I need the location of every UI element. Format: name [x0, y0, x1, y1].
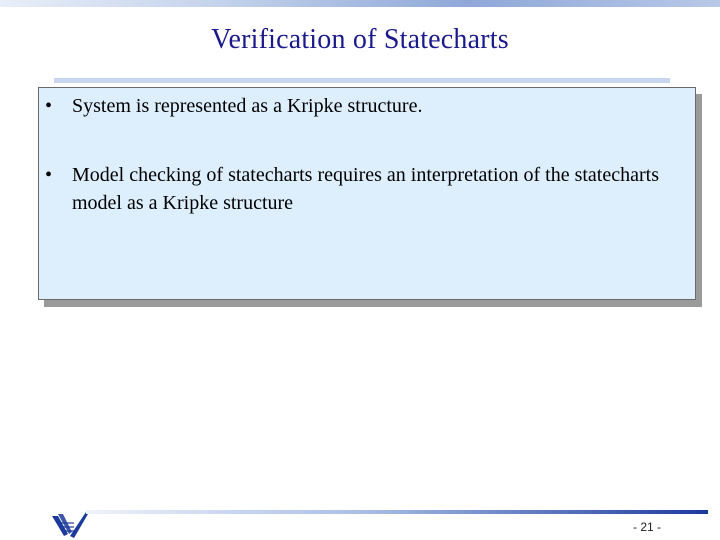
bullet-item [45, 161, 685, 217]
title-underline [54, 78, 670, 83]
bullet-item [45, 92, 685, 120]
page-number: - 21 - [632, 520, 661, 534]
university-logo-icon [52, 512, 88, 538]
bottom-decorative-bar [86, 510, 708, 514]
bullet-text: Model checking of statecharts requires an interpretation of the statecharts model as a Kripke structure [72, 164, 659, 214]
top-decorative-bar [0, 0, 720, 7]
bullet-marker: • [45, 164, 53, 186]
content-box [38, 87, 696, 300]
bullet-text: System is represented as a Kripke structure. [72, 95, 423, 117]
slide-title: Verification of Statecharts [211, 24, 509, 55]
bullet-marker: • [45, 95, 53, 117]
